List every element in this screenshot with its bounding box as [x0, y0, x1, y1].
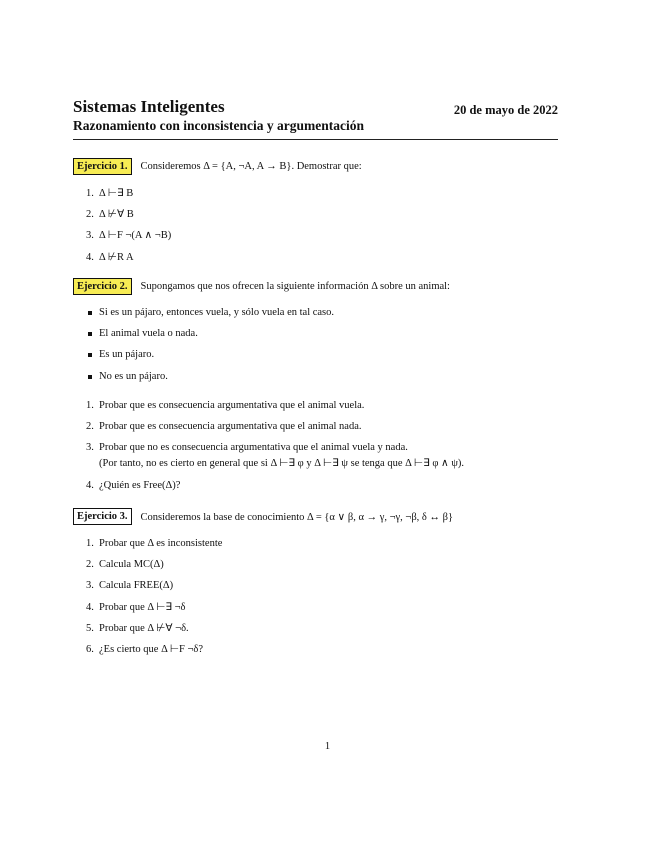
- item-number: 1.: [86, 400, 94, 411]
- exercise-1-label: Ejercicio 1.: [73, 158, 132, 175]
- item-text: Probar que Δ es inconsistente: [99, 538, 223, 549]
- item-number: 1.: [86, 188, 94, 199]
- item-text: ¿Es cierto que Δ ⊢F ¬δ?: [99, 644, 204, 655]
- bullet-marker: [88, 353, 92, 357]
- item-number: 2.: [86, 209, 94, 220]
- item-text: Probar que es consecuencia argumentativa que el animal vuela.: [99, 400, 365, 411]
- bullet-marker: [88, 311, 92, 315]
- item-number: 5.: [86, 623, 94, 634]
- exercise-3-heading: [73, 508, 453, 525]
- item-number: 2.: [86, 559, 94, 570]
- bullet-text: No es un pájaro.: [99, 371, 168, 382]
- item-text: (Por tanto, no es cierto en general que si Δ ⊢∃ φ y Δ ⊢∃ ψ se tenga que Δ ⊢∃ φ ∧ ψ).: [99, 458, 465, 469]
- item-number: 1.: [86, 538, 94, 549]
- item-number: 4.: [86, 480, 94, 491]
- exercise-2-statement: Supongamos que nos ofrecen la siguiente información Δ sobre un animal:: [140, 281, 450, 292]
- course-title: Sistemas Inteligentes: [73, 97, 225, 116]
- item-number: 3.: [86, 442, 94, 453]
- item-number: 3.: [86, 580, 94, 591]
- exercise-2-label: Ejercicio 2.: [73, 278, 132, 295]
- header-rule: [73, 139, 558, 140]
- item-text: Δ ⊢∃ B: [99, 188, 134, 199]
- page-number: 1: [324, 741, 331, 752]
- exercise-3-label: Ejercicio 3.: [73, 508, 132, 525]
- item-text: Probar que no es consecuencia argumentativa que el animal vuela y nada.: [99, 442, 408, 453]
- item-number: 4.: [86, 602, 94, 613]
- item-number: 3.: [86, 230, 94, 241]
- item-text: Δ ⊢F ¬(A ∧ ¬B): [99, 230, 172, 241]
- exercise-3-statement: Consideremos la base de conocimiento Δ = {α ∨ β, α → γ, ¬γ, ¬β, δ ↔ β}: [140, 511, 454, 523]
- bullet-text: Es un pájaro.: [99, 349, 155, 360]
- topic-subtitle: Razonamiento con inconsistencia y argumentación: [73, 118, 364, 133]
- exercise-2-heading: [73, 278, 450, 295]
- item-text: ¿Quién es Free(Δ)?: [99, 480, 181, 491]
- bullet-text: El animal vuela o nada.: [99, 328, 198, 339]
- exam-date: 20 de mayo de 2022: [453, 103, 558, 117]
- item-text: Calcula FREE(Δ): [99, 580, 174, 591]
- item-text: Calcula MC(Δ): [99, 559, 164, 570]
- item-number: 4.: [86, 252, 94, 263]
- item-number: 2.: [86, 421, 94, 432]
- bullet-marker: [88, 375, 92, 379]
- item-text: Δ ⊬∀ B: [99, 209, 134, 220]
- exercise-1-heading: [73, 158, 362, 175]
- exercise-1-statement: Consideremos Δ = {A, ¬A, A → B}. Demostrar que:: [140, 161, 362, 172]
- item-text: Probar que es consecuencia argumentativa que el animal nada.: [99, 421, 362, 432]
- item-text: Δ ⊬R A: [99, 252, 134, 263]
- bullet-marker: [88, 332, 92, 336]
- item-number: 6.: [86, 644, 94, 655]
- bullet-text: Si es un pájaro, entonces vuela, y sólo vuela en tal caso.: [99, 307, 335, 318]
- item-text: Probar que Δ ⊬∀ ¬δ.: [99, 623, 189, 634]
- item-text: Probar que Δ ⊢∃ ¬δ: [99, 602, 186, 613]
